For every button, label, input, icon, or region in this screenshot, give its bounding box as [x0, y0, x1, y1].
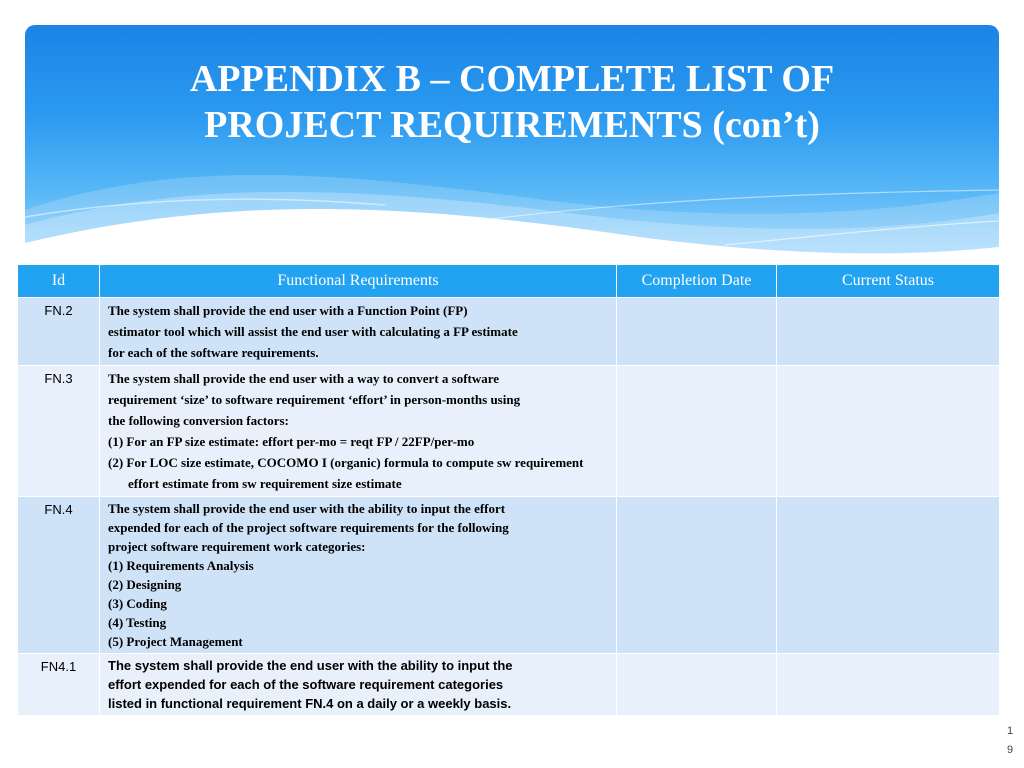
completion-date-cell — [617, 298, 777, 366]
description-line: (5) Project Management — [108, 634, 243, 649]
description-line: effort expended for each of the software requirement categories — [108, 677, 504, 692]
description-line: The system shall provide the end user with a way to convert a software — [108, 371, 500, 386]
description-line: estimator tool which will assist the end user with calculating a FP estimate — [108, 324, 518, 339]
table-row — [18, 654, 1000, 716]
current-status-cell — [777, 298, 1000, 366]
requirement-id: FN.4 — [18, 497, 100, 654]
column-header-completion-date: Completion Date — [617, 265, 777, 298]
column-header-functional-requirements: Functional Requirements — [100, 265, 617, 298]
description-line: listed in functional requirement FN.4 on a daily or a weekly basis. — [108, 696, 512, 711]
description-line: expended for each of the project software requirements for the following — [108, 520, 509, 535]
slide-title-line-2: PROJECT REQUIREMENTS (con’t) — [204, 104, 820, 146]
description-line: the following conversion factors: — [108, 413, 289, 428]
requirement-description — [100, 497, 617, 654]
requirement-id: FN4.1 — [18, 654, 100, 716]
current-status-cell — [777, 654, 1000, 716]
slide-title — [25, 56, 999, 148]
description-line: The system shall provide the end user with a Function Point (FP) — [108, 303, 468, 318]
current-status-cell — [777, 366, 1000, 497]
requirements-table — [17, 264, 1000, 716]
description-line: (2) Designing — [108, 577, 182, 592]
requirement-description — [100, 366, 617, 497]
table-row — [18, 497, 1000, 654]
description-line: requirement ‘size’ to software requirement ‘effort’ in person-months using — [108, 392, 521, 407]
completion-date-cell — [617, 366, 777, 497]
requirement-id: FN.2 — [18, 298, 100, 366]
page-number-digit: 9 — [1006, 744, 1014, 756]
description-line: project software requirement work categories: — [108, 539, 366, 554]
completion-date-cell — [617, 654, 777, 716]
column-header-current-status: Current Status — [777, 265, 1000, 298]
page-number-digit: 1 — [1006, 725, 1014, 737]
column-header-id: Id — [18, 265, 100, 298]
description-line: (2) For LOC size estimate, COCOMO I (organic) formula to compute sw requirement effort estimate from sw requirement size estimate — [108, 455, 584, 491]
current-status-cell — [777, 497, 1000, 654]
description-line: The system shall provide the end user with the ability to input the effort — [108, 501, 506, 516]
description-line: (4) Testing — [108, 615, 167, 630]
table-header-row — [18, 265, 1000, 298]
description-line: The system shall provide the end user with the ability to input the — [108, 658, 513, 673]
description-line: (3) Coding — [108, 596, 167, 611]
table-row — [18, 298, 1000, 366]
requirement-description — [100, 298, 617, 366]
slide-title-line-1: APPENDIX B – COMPLETE LIST OF — [189, 58, 835, 100]
description-line: for each of the software requirements. — [108, 345, 319, 360]
description-line: (1) For an FP size estimate: effort per-mo = reqt FP / 22FP/per-mo — [108, 434, 475, 449]
page-number — [1003, 722, 1017, 760]
table-row — [18, 366, 1000, 497]
requirement-description — [100, 654, 617, 716]
description-line: (1) Requirements Analysis — [108, 558, 254, 573]
requirement-id: FN.3 — [18, 366, 100, 497]
completion-date-cell — [617, 497, 777, 654]
